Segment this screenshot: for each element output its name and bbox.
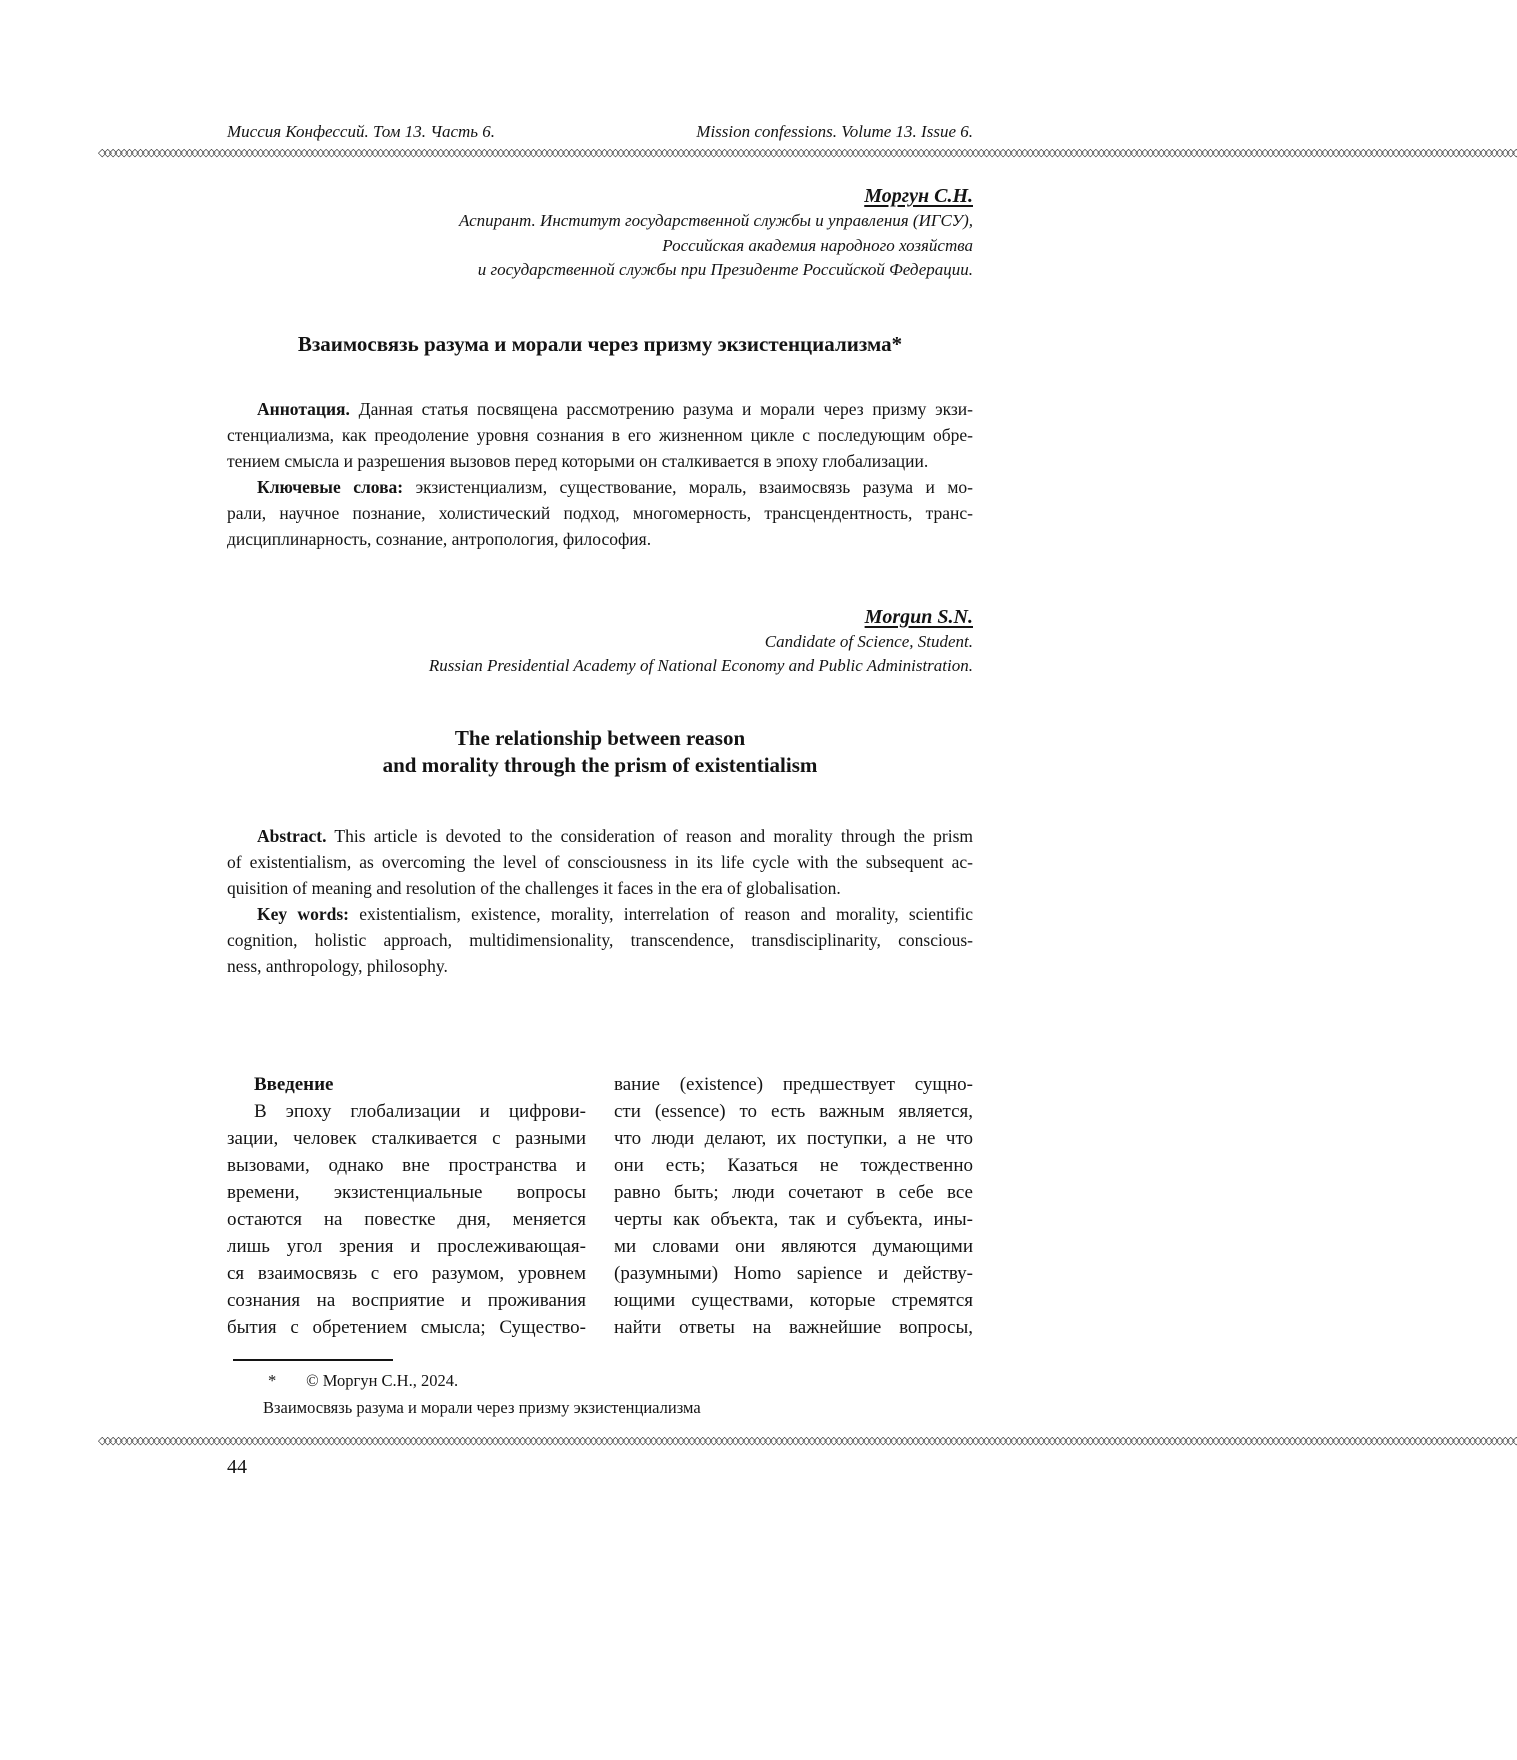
author-block-en — [227, 604, 973, 679]
text-line: времени, экзистенциальные вопросы — [227, 1181, 586, 1203]
text-line: вание (existence) предшествует сущно- — [614, 1073, 973, 1095]
text-line: вызовами, однако вне пространства и — [227, 1154, 586, 1176]
introduction-heading: Введение — [254, 1073, 334, 1095]
annotation-lines — [227, 422, 973, 474]
footnote-copyright-line — [227, 1367, 973, 1394]
text-line: cognition, holistic approach, multidimensionality, transcendence, transdisciplinarity, conscious- — [227, 929, 973, 950]
annotation-first-line — [227, 396, 973, 422]
article-title-ru: Взаимосвязь разума и морали через призму экзистенциализма* — [297, 331, 903, 356]
top-chain-border: ◇◇◇◇◇◇◇◇◇◇◇◇◇◇◇◇◇◇◇◇◇◇◇◇◇◇◇◇◇◇◇◇◇◇◇◇◇◇◇◇◇◇◇◇◇◇◇◇◇◇◇◇◇◇◇◇◇◇◇◇◇◇◇◇◇◇◇◇◇◇◇◇◇◇◇◇◇◇◇◇◇◇◇◇◇◇◇◇◇◇◇◇◇◇◇◇◇◇◇◇◇◇◇◇◇◇◇◇◇◇◇◇◇◇◇◇◇◇◇◇◇◇◇◇◇◇◇◇◇◇◇◇◇◇◇◇◇◇◇◇◇◇◇◇◇◇◇◇◇◇◇◇◇◇◇◇◇◇◇◇◇◇◇◇◇◇◇◇◇◇◇◇◇◇◇◇◇◇◇◇◇◇◇◇◇◇◇◇◇◇◇◇◇◇◇◇◇◇◇◇◇◇◇◇◇◇◇◇◇◇◇◇◇◇◇◇◇◇◇◇◇◇◇◇◇◇◇◇◇◇◇◇◇◇◇◇◇◇◇◇◇◇◇◇◇◇◇◇◇◇◇◇◇◇◇◇◇◇◇◇ — [98, 146, 1517, 159]
author-name-ru: Моргун С.Н. — [864, 185, 973, 207]
footnote-copyright: © Моргун С.Н., 2024. — [306, 1370, 459, 1390]
abstract-lead: Abstract. — [257, 825, 327, 846]
left-column — [227, 1071, 586, 1341]
body-columns — [227, 1071, 973, 1341]
author-name-en: Morgun S.N. — [864, 605, 973, 628]
running-head-ru: Миссия Конфессий. Том 13. Часть 6. — [227, 122, 496, 141]
keywords-en-paragraph — [227, 901, 973, 979]
keywords-ru-lead: Ключевые слова: — [257, 476, 404, 497]
text-line: ющими существами, которые стремятся — [614, 1289, 973, 1311]
text-line: Российская академия народного хозяйства — [662, 235, 973, 255]
keywords-en-lead: Key words: — [257, 903, 349, 924]
text-line: зации, человек сталкивается с разными — [227, 1127, 586, 1149]
author-block-ru — [227, 183, 973, 283]
author-affiliation-ru — [227, 209, 973, 283]
keywords-ru-first-line-text: экзистенциализм, существование, мораль, взаимосвязь разума и мо- — [415, 476, 973, 497]
right-column — [614, 1071, 973, 1341]
footnote-title: Взаимосвязь разума и морали через призму экзистенциализма — [263, 1397, 701, 1417]
text-line: ми словами они являются думающими — [614, 1235, 973, 1257]
journal-page — [0, 122, 1517, 1760]
right-column-text — [614, 1071, 973, 1341]
text-line: Аспирант. Институт государственной службы и управления (ИГСУ), — [458, 211, 973, 230]
text-line: дисциплинарность, сознание, антропология, философия. — [227, 528, 652, 549]
abstract-first-line-text: This article is devoted to the consideration of reason and morality through the prism — [334, 825, 973, 846]
text-line: ness, anthropology, philosophy. — [227, 955, 448, 976]
text-line: Candidate of Science, Student. — [764, 631, 973, 651]
abstract-first-line — [227, 823, 973, 849]
text-line: рали, научное познание, холистический подход, многомерность, трансцендентность, транс- — [227, 502, 973, 523]
author-affiliation-en — [227, 630, 973, 679]
text-line: of existentialism, as overcoming the level of consciousness in its life cycle with the subsequent ac- — [227, 851, 973, 872]
keywords-en-lines — [227, 927, 973, 979]
text-line: найти ответы на важнейшие вопросы, — [614, 1316, 973, 1338]
text-line: сознания на восприятие и проживания — [227, 1289, 586, 1311]
text-line: что люди делают, их поступки, а не что — [614, 1127, 973, 1149]
text-line: сти (essence) то есть важным является, — [614, 1100, 973, 1122]
running-head-en: Mission confessions. Volume 13. Issue 6. — [696, 122, 973, 141]
text-line: quisition of meaning and resolution of the challenges it faces in the era of globalisation. — [227, 877, 841, 898]
bottom-chain-border: ◇◇◇◇◇◇◇◇◇◇◇◇◇◇◇◇◇◇◇◇◇◇◇◇◇◇◇◇◇◇◇◇◇◇◇◇◇◇◇◇◇◇◇◇◇◇◇◇◇◇◇◇◇◇◇◇◇◇◇◇◇◇◇◇◇◇◇◇◇◇◇◇◇◇◇◇◇◇◇◇◇◇◇◇◇◇◇◇◇◇◇◇◇◇◇◇◇◇◇◇◇◇◇◇◇◇◇◇◇◇◇◇◇◇◇◇◇◇◇◇◇◇◇◇◇◇◇◇◇◇◇◇◇◇◇◇◇◇◇◇◇◇◇◇◇◇◇◇◇◇◇◇◇◇◇◇◇◇◇◇◇◇◇◇◇◇◇◇◇◇◇◇◇◇◇◇◇◇◇◇◇◇◇◇◇◇◇◇◇◇◇◇◇◇◇◇◇◇◇◇◇◇◇◇◇◇◇◇◇◇◇◇◇◇◇◇◇◇◇◇◇◇◇◇◇◇◇◇◇◇◇◇◇◇◇◇◇◇◇◇◇◇◇◇◇◇◇◇◇◇◇◇◇◇◇◇◇◇◇◇ — [98, 1433, 1517, 1447]
keywords-en-first-line-text: existentialism, existence, morality, interrelation of reason and morality, scientific — [359, 903, 974, 924]
text-line: тением смысла и разрешения вызовов перед которыми он сталкивается в эпоху глобализации. — [227, 450, 929, 471]
abstract-lines — [227, 849, 973, 901]
annotation-paragraph — [227, 396, 973, 474]
page-number: 44 — [227, 1455, 247, 1478]
text-line: (разумными) Homo sapience и действу- — [614, 1262, 973, 1284]
text-line: остаются на повестке дня, меняется — [227, 1208, 586, 1230]
text-line: они есть; Казаться не тождественно — [614, 1154, 973, 1176]
text-line: и государственной службы при Президенте Российской Федерации. — [477, 260, 973, 279]
footnote-marker: * — [268, 1370, 277, 1390]
text-line: бытия с обретением смысла; Существо- — [227, 1316, 586, 1338]
abstract-paragraph — [227, 823, 973, 901]
keywords-en-first-line — [227, 901, 973, 927]
article-title-en-line2: and morality through the prism of existentialism — [382, 752, 818, 777]
text-line: Russian Presidential Academy of National Economy and Public Administration. — [428, 656, 973, 675]
text-line: стенциализма, как преодоление уровня сознания в его жизненном цикле с последующим обре- — [227, 424, 973, 445]
running-head — [227, 122, 973, 142]
keywords-ru-lines — [227, 500, 973, 552]
keywords-ru-first-line — [227, 474, 973, 500]
left-column-text — [227, 1098, 586, 1341]
article-title-en-line1: The relationship between reason — [454, 725, 746, 750]
keywords-ru-paragraph — [227, 474, 973, 552]
text-line: В эпоху глобализации и цифрови- — [254, 1100, 586, 1122]
text-line: равно быть; люди сочетают в себе все — [614, 1181, 973, 1203]
article-title-en — [227, 725, 973, 779]
annotation-lead: Аннотация. — [257, 398, 350, 419]
text-line: ся взаимосвязь с его разумом, уровнем — [227, 1262, 586, 1284]
annotation-first-line-text: Данная статья посвящена рассмотрению разума и морали через призму экзи- — [358, 398, 974, 419]
footnote-rule — [233, 1359, 393, 1361]
footnote — [227, 1359, 973, 1421]
text-line: черты как объекта, так и субъекта, ины- — [614, 1208, 973, 1230]
text-line: лишь угол зрения и прослеживающая- — [227, 1235, 586, 1257]
